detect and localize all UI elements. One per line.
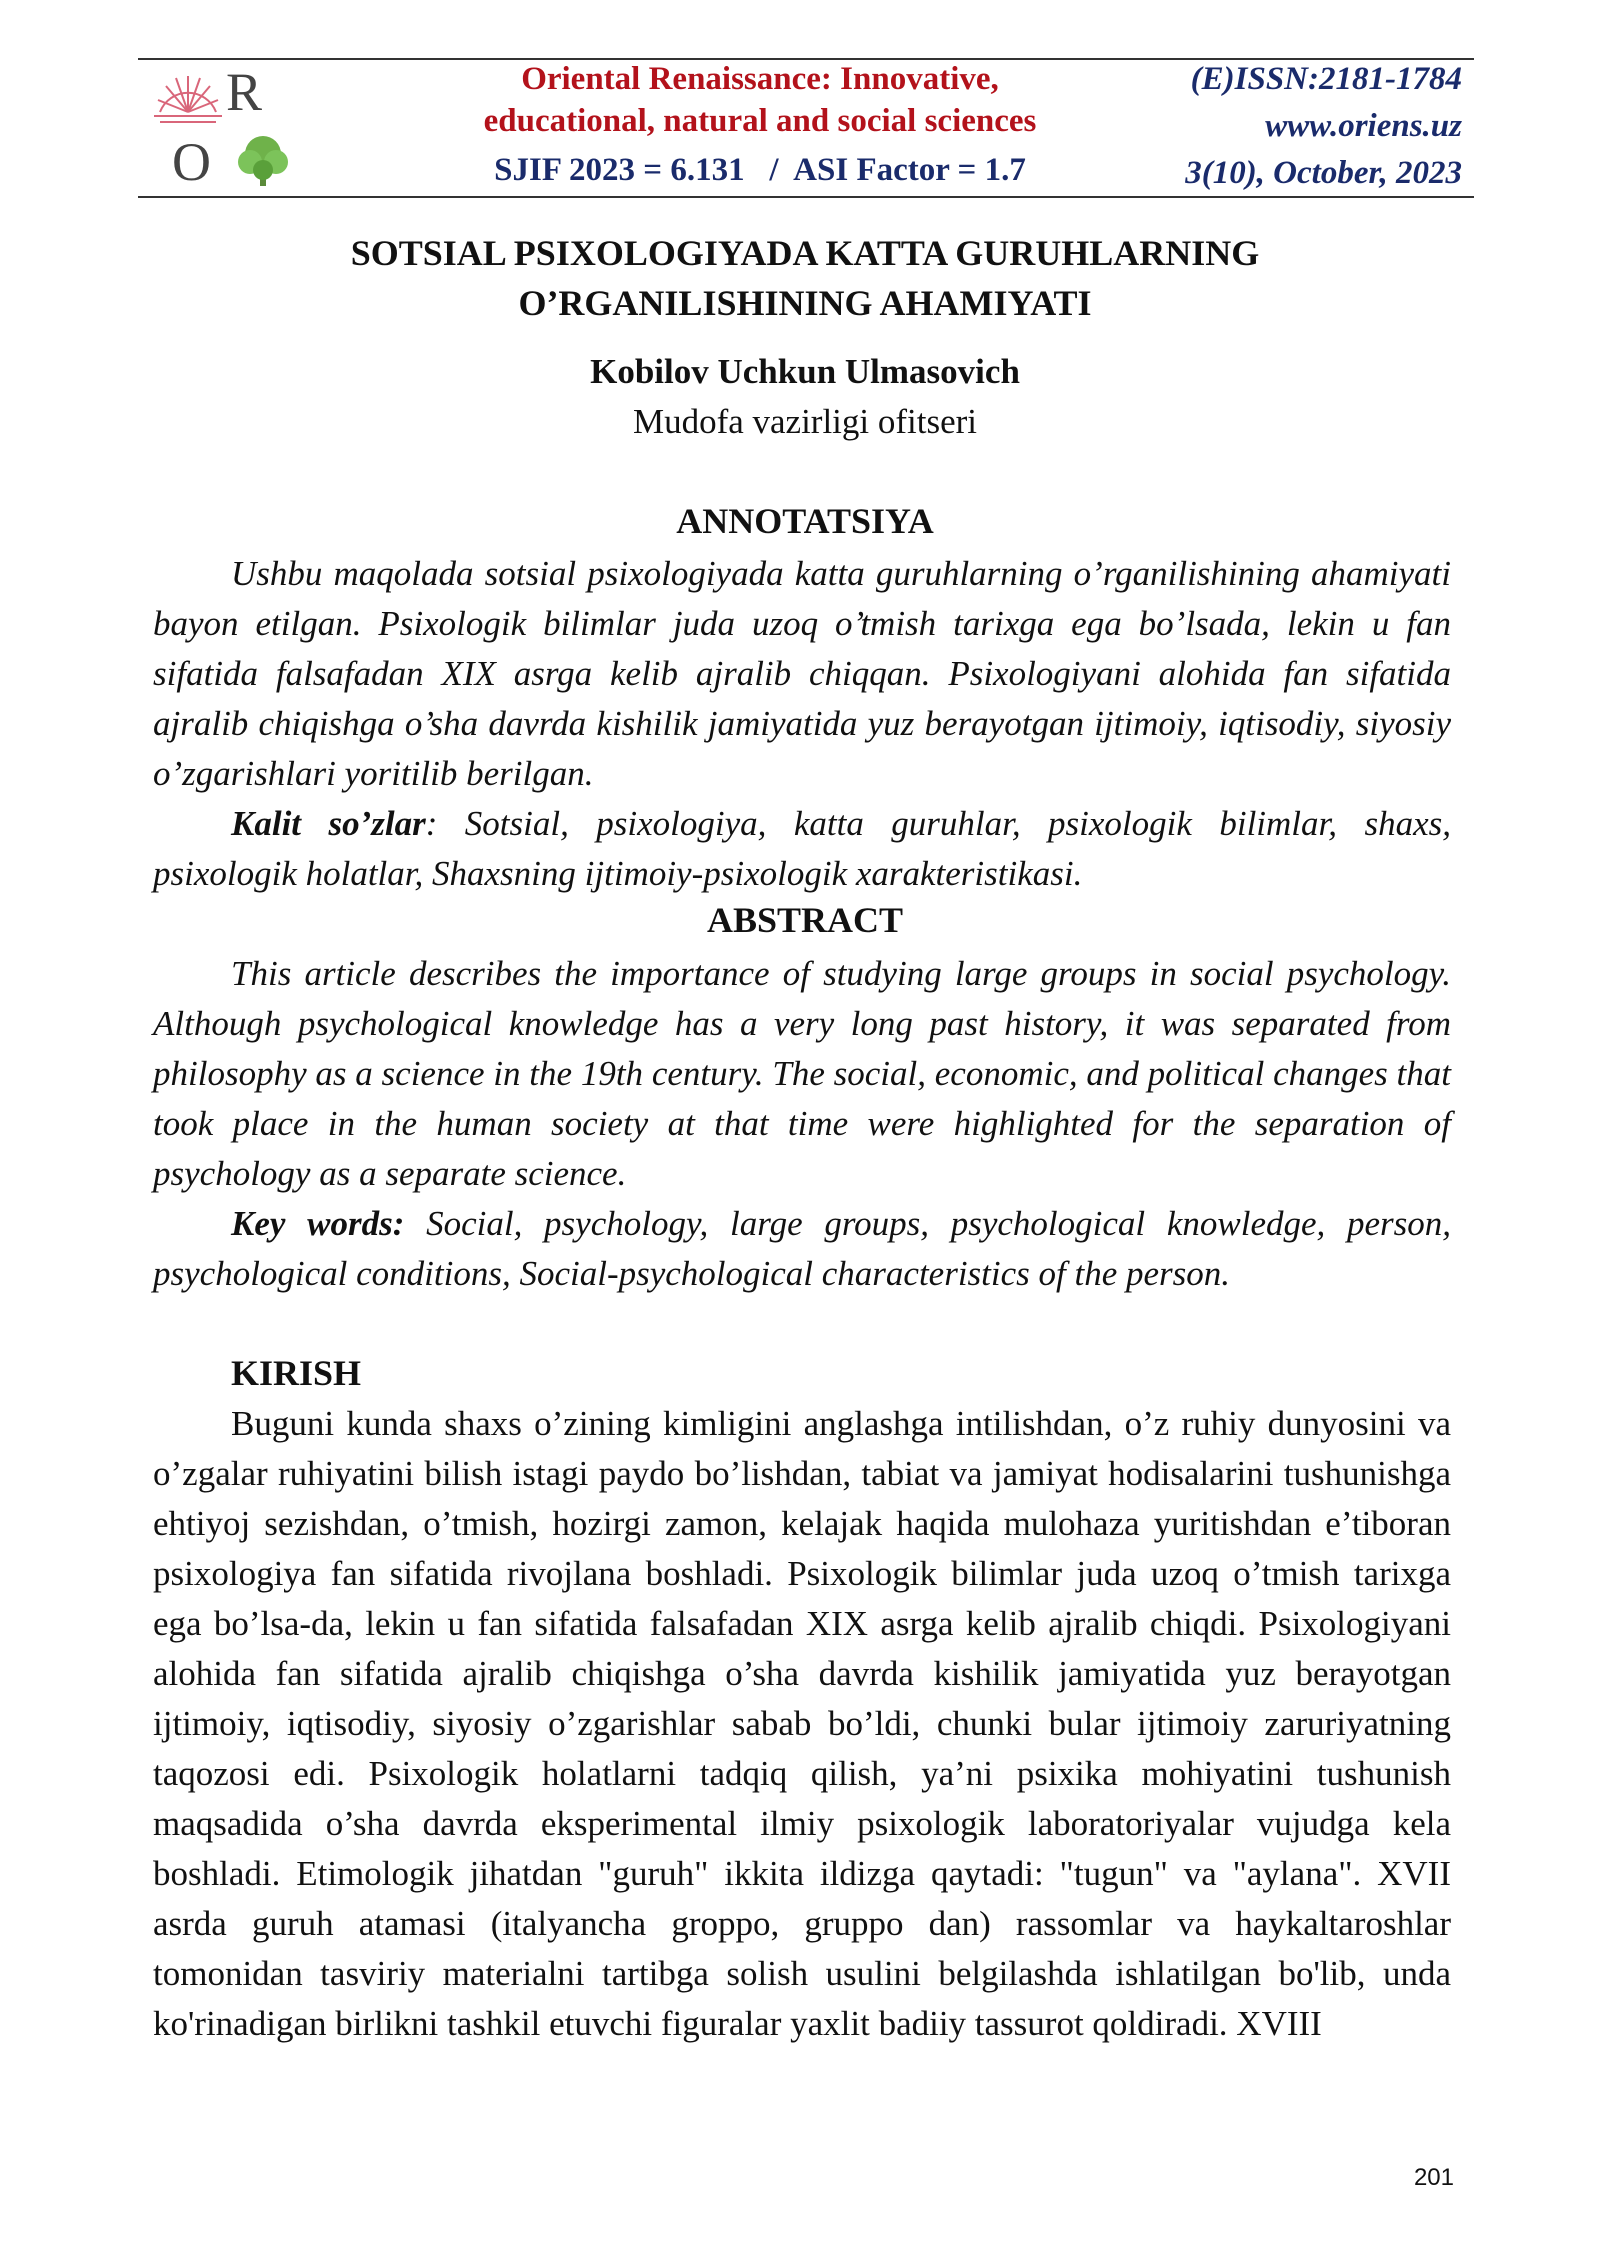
tree-icon bbox=[238, 136, 288, 186]
title-line1: SOTSIAL PSIXOLOGIYADA KATTA GURUHLARNING bbox=[350, 233, 1260, 273]
author-name: Kobilov Uchkun Ulmasovich bbox=[590, 352, 1020, 391]
abstract-keywords bbox=[153, 1199, 1451, 1299]
kirish-heading: KIRISH bbox=[231, 1353, 362, 1393]
header-bottom-rule bbox=[138, 196, 1474, 198]
author-affiliation: Mudofa vazirligi ofitseri bbox=[632, 402, 978, 441]
issn-block bbox=[1062, 56, 1462, 197]
keywords-text: : Sotsial, psixologiya, katta guruhlar, psixologik bilimlar, shaxs, psixologik holatlar, Shaxsning ijtimoiy-psixologik xarakteristikasi. bbox=[153, 804, 1451, 893]
keywords-label: Kalit so’zlar bbox=[231, 804, 426, 843]
annotatsiya-keywords bbox=[153, 799, 1451, 899]
keywords-label: Key words: bbox=[231, 1204, 405, 1243]
journal-title-line2: educational, natural and social sciences bbox=[483, 103, 1037, 139]
logo-letter-o: O bbox=[172, 132, 211, 190]
journal-title bbox=[440, 58, 1080, 142]
logo-letter-r: R bbox=[226, 62, 263, 122]
title-line2: O’RGANILISHINING AHAMIYATI bbox=[518, 283, 1092, 323]
journal-metrics: SJIF 2023 = 6.131 / ASI Factor = 1.7 bbox=[494, 152, 1026, 188]
abstract-text: This article describes the importance of studying large groups in social psychology. Although psychological knowledge has a very long past history, it was separated from philosophy as a science in the 19th century. The social, economic, and political changes that took place in the human society at that time were highlighted for the separation of psychology as a separate science. bbox=[153, 954, 1451, 1193]
abstract-block bbox=[153, 949, 1451, 1299]
website-link[interactable]: www.oriens.uz bbox=[1265, 108, 1462, 144]
journal-title-line1: Oriental Renaissance: Innovative, bbox=[521, 61, 999, 97]
keywords-text: Social, psychology, large groups, psychological knowledge, person, psychological conditions, Social-psychological characteristics of the person. bbox=[153, 1204, 1451, 1293]
issn: (E)ISSN:2181-1784 bbox=[1190, 61, 1462, 97]
article-title bbox=[160, 228, 1450, 328]
annotatsiya-block bbox=[153, 549, 1451, 899]
abstract-heading: ABSTRACT bbox=[706, 900, 904, 940]
kirish-text: Buguni kunda shaxs o’zining kimligini anglashga intilishdan, o’z ruhiy dunyosini va o’zgalar ruhiyatini bilish istagi paydo bo’lishdan, tabiat va jamiyat hodisalarini tushunishga ehtiyoj sezishdan, o’tmish, hozirgi zamon, kelajak haqida mulohaza yuritishdan e’tiboran psixologiya fan sifatida rivojlana boshladi. Psixologik bilimlar juda uzoq o’tmish tarixga ega bo’lsa-da, lekin u fan sifatida falsafadan XIX asrga kelib ajralib chiqdi. Psixologiyani alohida fan sifatida ajralib chiqishga o’sha davrda kishilik jamiyatida yuz berayotgan ijtimoiy, iqtisodiy, siyosiy o’zgarishlar sabab bo’ldi, chunki bular ijtimoiy zaruriyatning taqozosi edi. Psixologik holatlarni tadqiq qilish, ya’ni psixika mohiyatini tushunish maqsadida o’sha davrda eksperimental ilmiy psixologik laboratoriyalar vujudga kela boshladi. Etimologik jihatdan "guruh" ikkita ildizga qaytadi: "tugun" va "aylana". XVII asrda guruh atamasi (italyancha groppo, gruppo dan) rassomlar va haykaltaroshlar tomonidan tasviriy materialni tartibga solish usulini belgilashda ishlatilgan bo'lib, unda ko'rinadigan birlikni tashkil etuvchi figuralar yaxlit badiiy tassurot qoldiradi. XVIII bbox=[153, 1404, 1451, 2043]
logo-graphic bbox=[150, 62, 310, 190]
kirish-block bbox=[153, 1399, 1451, 2049]
journal-logo bbox=[150, 62, 310, 190]
page-number: 201 bbox=[1413, 2164, 1454, 2191]
sun-icon bbox=[154, 76, 222, 122]
annotatsiya-text: Ushbu maqolada sotsial psixologiyada katta guruhlarning o’rganilishining ahamiyati bayon etilgan. Psixologik bilimlar juda uzoq o’tmish tarixga ega bo’lsada, lekin u fan sifatida falsafadan XIX asrga kelib ajralib chiqqan. Psixologiyani alohida fan sifatida ajralib chiqishga o’sha davrda kishilik jamiyatida yuz berayotgan ijtimoiy, iqtisodiy, siyosiy o’zgarishlari yoritilib berilgan. bbox=[153, 554, 1451, 793]
annotatsiya-heading: ANNOTATSIYA bbox=[676, 501, 934, 541]
issue-info: 3(10), October, 2023 bbox=[1185, 155, 1462, 191]
